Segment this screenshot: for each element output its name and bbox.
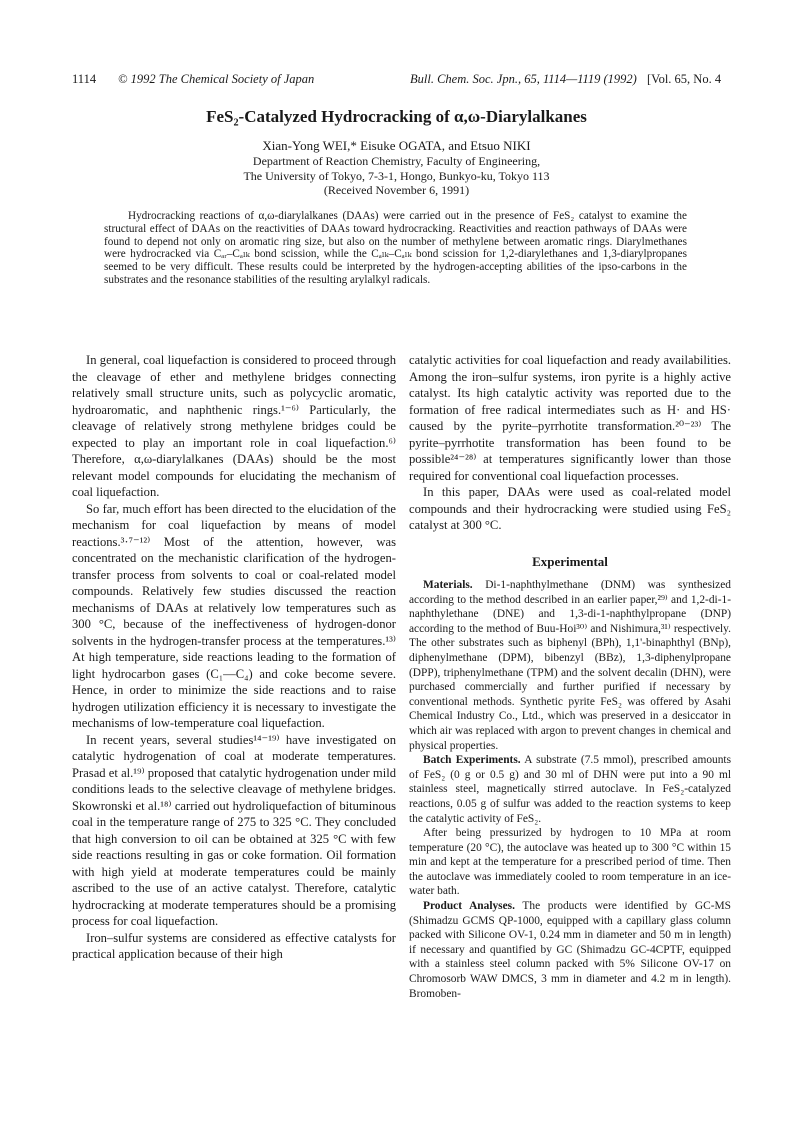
paragraph-text: After being pressurized by hydrogen to 10 MPa at room temperature (20 °C), the autoclave was heated up to 300 °C within 15 min and kept at the temperature for a prescribed period of time. Then the autoclave was immediately cooled to room temperature in an ice-water bath. [409, 827, 731, 898]
page-number: 1114 [72, 72, 97, 86]
journal-citation: Bull. Chem. Soc. Jpn., 65, 1114—1119 (1992) [410, 72, 637, 86]
section-heading: Experimental [532, 553, 608, 569]
paragraph: Iron–sulfur systems are considered as effective catalysts for practical application because of their high [72, 930, 396, 961]
paragraph [409, 578, 731, 753]
article-title: FeS₂-Catalyzed Hydrocracking of α,ω-Diarylalkanes [206, 107, 587, 126]
society-line: © 1992 The Chemical Society of Japan [118, 72, 315, 86]
paragraph: In this paper, DAAs were used as coal-related model compounds and their hydrocracking were studied using FeS₂ catalyst at 300 °C. [409, 485, 731, 532]
paragraph: catalytic activities for coal liquefaction and ready availabilities. Among the iron–sulfur systems, iron pyrite is a highly active catalyst. Its high catalytic activity was reported due to the formation of free radical intermediates such as H· and HS· caused by the pyrite–pyrrhotite transformation.²⁰⁻²³⁾ The pyrite–pyrrhotite transformation has been found to be possible²⁴⁻²⁸⁾ at temperatures significantly lower than those required for conventional coal liquefaction processes. [409, 353, 731, 483]
run-in-heading: Materials. [423, 579, 473, 591]
paragraph: In general, coal liquefaction is considered to proceed through the cleavage of ether and methylene bridges connecting relatively small structure units, such as polycyclic aromatic, hydroaromatic, and naphthenic rings.¹⁻⁶⁾ Particularly, the cleavage of relatively strong methylene bridges could be expected to play an important role in coal liquefaction.⁶⁾ Therefore, α,ω-diarylalkanes (DAAs) should be the most relevant model compounds for elucidating the mechanism of coal liquefaction. [72, 353, 396, 499]
author-list: Xian-Yong WEI,* Eisuke OGATA, and Etsuo NIKI [262, 138, 531, 153]
received-date: (Received November 6, 1991) [323, 183, 470, 197]
paragraph-text: The products were identified by GC-MS (Shimadzu GCMS QP-1000, equipped with a capillary glass column packed with Silicone OV-1, 0.24 mm in diameter and 50 m in length) if necessary and quantified by GC (Shimadzu GC-4CPTF, equipped with a stainless steel column packed with 5% Silicone OV-17 on Chromosorb WAW DMCS, 3 mm in diameter and 4.2 m in length). Bromoben- [409, 900, 731, 1000]
right-column [409, 352, 731, 1001]
paragraph: In recent years, several studies¹⁴⁻¹⁹⁾ have investigated on catalytic hydrogenation of coal at moderate temperatures. Prasad et al.¹⁹⁾ proposed that catalytic hydrogenation under mild conditions leads to the selective cleavage of methylene bridges. Skowronski et al.¹⁸⁾ carried out hydroliquefaction of bituminous coal in the temperature range of 275 to 325 °C. They concluded that high conversion to oil can be obtained at 325 °C with few side reactions resulting in gas or coke formation. Oil formation with high yield at moderate temperatures could be mainly ascribed to the use of an active catalyst. Therefore, catalytic hydrocracking at moderate temperatures should be a promising process for coal liquefaction. [72, 732, 396, 928]
paragraph [409, 899, 731, 1001]
affiliation [0, 154, 793, 198]
left-column [72, 352, 396, 963]
paragraph [409, 753, 731, 826]
affiliation-line-1: Department of Reaction Chemistry, Faculty of Engineering, [252, 154, 541, 168]
run-in-heading: Batch Experiments. [423, 754, 521, 767]
abstract: Hydrocracking reactions of α,ω-diarylalkanes (DAAs) were carried out in the presence of FeS₂ catalyst to examine the structural effect of DAAs on the reactivities of DAAs toward hydrocracking. Reactivities and reaction pathways of DAAs were found to depend not only on aromatic ring size, but also on the number of methylene between aromatic rings. Diarylmethanes were hydrocracked via Cₐᵣ–Cₐₗₖ bond scission, while the Cₐₗₖ–Cₐₗₖ bond scission for 1,2-diarylethanes and 1,3-diarylpropanes seemed to be very difficult. These results could be interpreted by the hydrogen-accepting abilities of the ipso-carbons in the substrates and the resonance stabilities of the resulting arylalkyl radicals. [104, 210, 687, 286]
affiliation-line-2: The University of Tokyo, 7-3-1, Hongo, Bunkyo-ku, Tokyo 113 [243, 168, 550, 183]
paragraph-text: Di-1-naphthylmethane (DNM) was synthesized according to the method described in an earlier paper,²⁹⁾ and 1,2-di-1-naphthylethane (DNE) and 1,3-di-1-naphthylpropane (DNP) according to the method of Buu-Hoi³⁰⁾ and Nishimura,³¹⁾ respectively. The other substrates such as biphenyl (BPh), 1,1'-binaphthyl (BNp), diphenylmethane (DPM), bibenzyl (BBz), 1,3-diphenylpropane (DPP), triphenylmethane (TPM) and the solvent decalin (DHN), were purchased commercially and further purified if necessary by conventional methods. Synthetic pyrite FeS₂ was offered by Asahi Chemical Industry Co., Ltd., which was preserved in a desiccator in which air was replaced with argon to prevent changes in chemical and physical properties. [409, 579, 731, 752]
experimental-body [409, 578, 731, 1001]
volume-issue: [Vol. 65, No. 4 [647, 72, 722, 86]
paragraph [409, 826, 731, 899]
run-in-heading: Product Analyses. [423, 900, 515, 913]
paragraph: So far, much effort has been directed to the elucidation of the mechanism for coal liquefaction by means of model reactions.³·⁷⁻¹²⁾ Most of the attention, however, was concentrated on the mechanistic clarification of the hydrogen-transfer process from solvents to coal or coal-related model compounds. Relatively few studies discussed the reaction mechanisms of DAAs at relatively low temperatures such as 300 °C, because of the ineffectiveness of hydrogen-donor solvents in the hydrogen-transfer process at the temperatures.¹³⁾ At high temperature, side reactions leading to the formation of light hydrocarbon gases (C₁—C₄) and coke become severe. Hence, in order to minimize the side reactions and to raise hydrogen utilization efficiency it is necessary to investigate the mechanisms of low-temperature coal liquefaction. [72, 501, 396, 730]
running-header [72, 72, 724, 90]
paragraph-text: A substrate (7.5 mmol), prescribed amounts of FeS₂ (0 g or 0.5 g) and 30 ml of DHN were put into a 90 ml stainless steel, magnetically stirred autoclave. In FeS₂-catalyzed reactions, 0.05 g of sulfur was added to the reaction systems to keep the catalytic activity of FeS₂. [409, 754, 731, 825]
